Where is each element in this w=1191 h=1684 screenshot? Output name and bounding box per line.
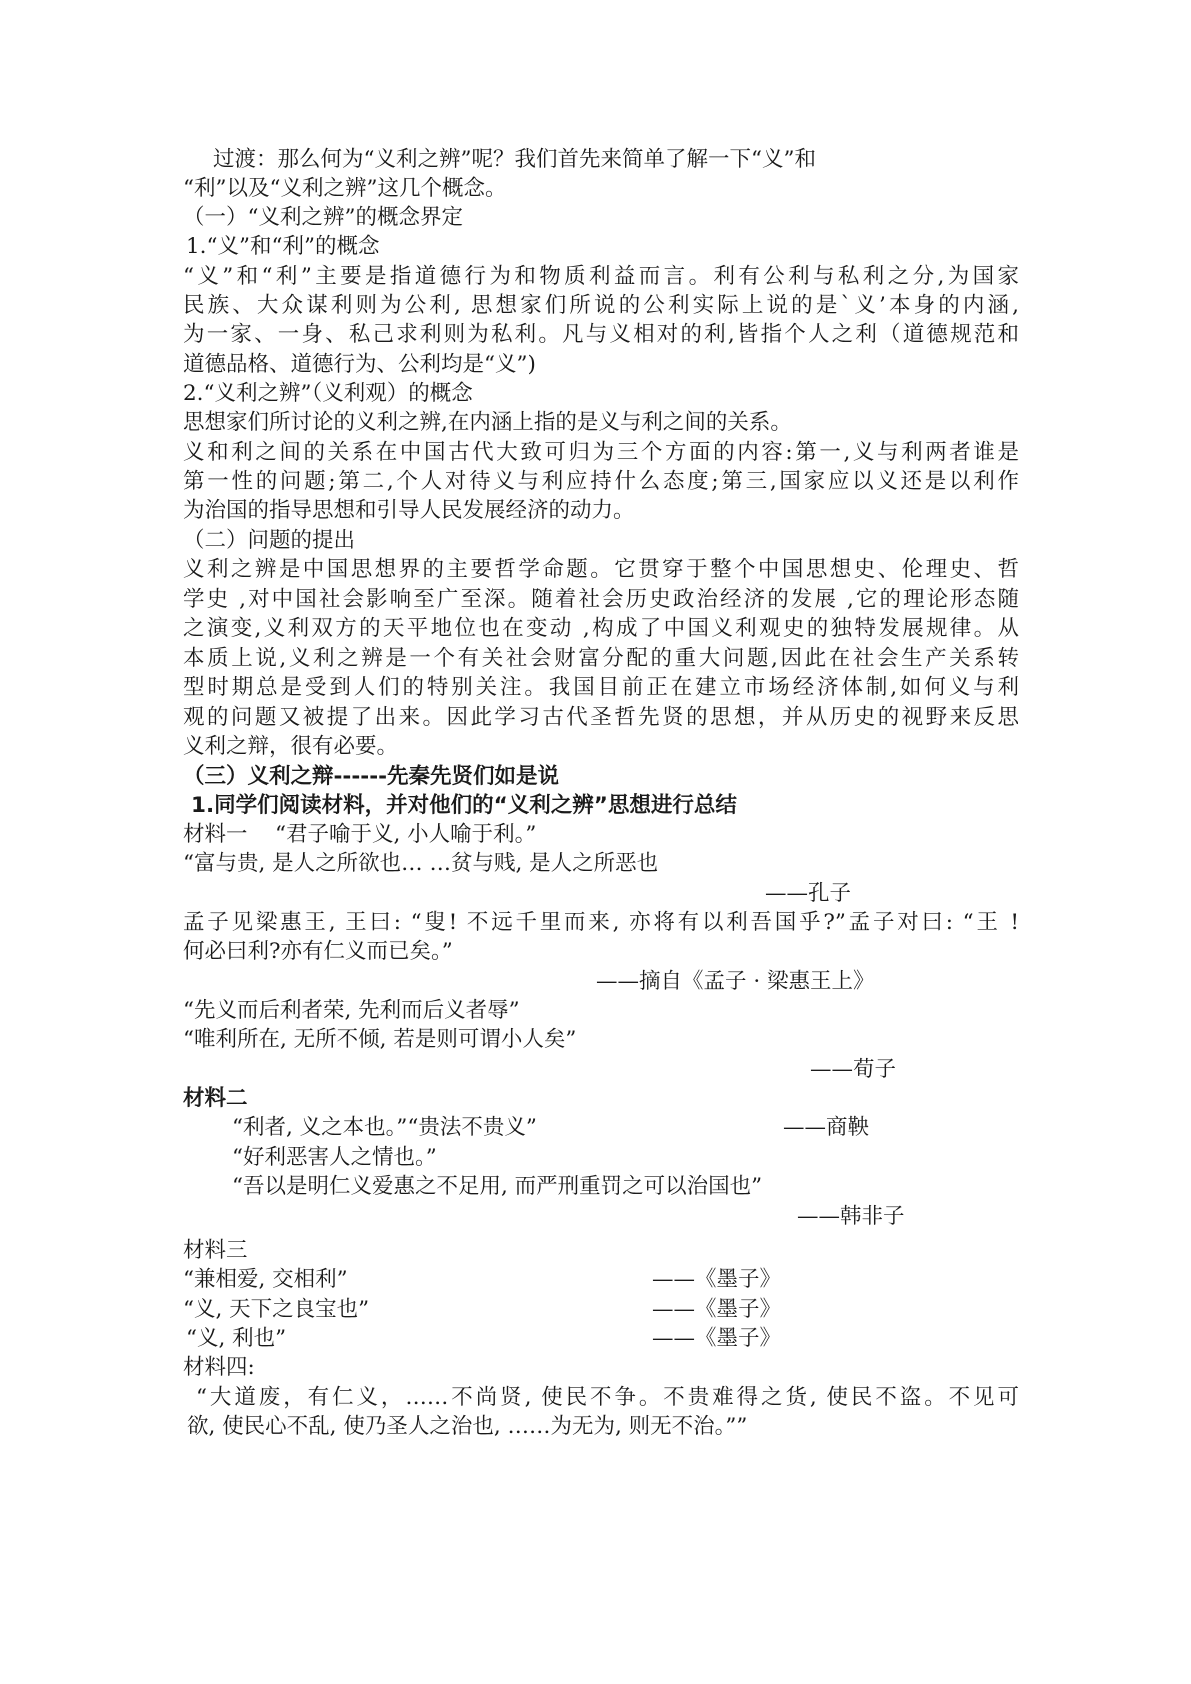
concept-line-4: 道德品格、道德行为、公利均是“义”) xyxy=(183,352,536,377)
transition-line-1: 过渡：那么何为“义利之辨”呢？我们首先来简单了解一下“义”和 xyxy=(213,147,816,172)
concept-line-1: “义”和“利”主要是指道德行为和物质利益而言。利有公利与私利之分,为国家 xyxy=(183,264,1019,289)
attribution-mozi-1: ——《墨子》 xyxy=(652,1267,782,1292)
material-3-label: 材料三 xyxy=(183,1238,248,1263)
attribution-shangyang: ——商鞅 xyxy=(783,1115,870,1140)
mozi-quote-1: “兼相爱, 交相利” xyxy=(183,1267,348,1292)
relation-line-1: 思想家们所讨论的义利之辨,在内涵上指的是义与利之间的关系。 xyxy=(183,410,792,435)
attribution-xunzi: ——荀子 xyxy=(810,1057,897,1082)
mencius-line-1: 孟子见梁惠王, 王曰: “叟! 不远千里而来, 亦将有以利吾国乎?”孟子对曰: “王 ! xyxy=(183,910,1019,935)
relation-line-2: 义和利之间的关系在中国古代大致可归为三个方面的内容:第一,义与利两者谁是 xyxy=(183,440,1019,465)
attribution-mozi-2: ——《墨子》 xyxy=(652,1297,782,1322)
xunzi-quote-1: “先义而后利者荣, 先利而后义者辱” xyxy=(183,998,520,1023)
problem-line-7: 义利之辩，很有必要。 xyxy=(183,734,399,759)
material-4-label: 材料四: xyxy=(183,1355,255,1380)
problem-line-1: 义利之辨是中国思想界的主要哲学命题。它贯穿于整个中国思想史、伦理史、哲 xyxy=(183,557,1019,582)
laozi-line-2: 欲, 使民心不乱, 使乃圣人之治也, ……为无为, 则无不治。”” xyxy=(187,1414,748,1439)
confucius-quote-1: “君子喻于义, 小人喻于利。” xyxy=(275,822,537,847)
attribution-confucius: ——孔子 xyxy=(765,881,852,906)
problem-line-6: 观的问题又被提了出来。因此学习古代圣哲先贤的思想，并从历史的视野来反思 xyxy=(183,705,1019,730)
concept-line-2: 民族、大众谋利则为公利, 思想家们所说的公利实际上说的是`义’本身的内涵, xyxy=(183,293,1019,318)
attribution-mozi-3: ——《墨子》 xyxy=(652,1326,782,1351)
mencius-line-2: 何必曰利?亦有仁义而已矣。” xyxy=(183,939,453,964)
hanfeizi-quote-1: “好利恶害人之情也。” xyxy=(232,1145,437,1170)
material-1-label: 材料一 xyxy=(183,822,248,847)
section-1-heading: （一）“义利之辨”的概念界定 xyxy=(183,205,463,230)
concept-line-3: 为一家、一身、私己求利则为私利。凡与义相对的利,皆指个人之利（道德规范和 xyxy=(183,322,1019,347)
problem-line-3: 之演变,义利双方的天平地位也在变动 ,构成了中国义利观史的独特发展规律。从 xyxy=(183,616,1019,641)
section-3-heading: （三）义利之辩------先秦先贤们如是说 xyxy=(183,764,560,789)
mozi-quote-3: “义, 利也” xyxy=(186,1326,287,1351)
problem-line-2: 学史 ,对中国社会影响至广至深。随着社会历史政治经济的发展 ,它的理论形态随 xyxy=(183,587,1019,612)
task-instruction: 1.同学们阅读材料，并对他们的“义利之辨”思想进行总结 xyxy=(191,793,737,818)
material-2-label: 材料二 xyxy=(183,1086,248,1111)
relation-line-3: 第一性的问题;第二,个人对待义与利应持什么态度;第三,国家应以义还是以利作 xyxy=(183,469,1019,494)
transition-line-2: “利”以及“义利之辨”这几个概念。 xyxy=(183,176,507,201)
laozi-line-1: “大道废，有仁义，……不尚贤, 使民不争。不贵难得之货, 使民不盗。不见可 xyxy=(196,1385,1019,1410)
shangyang-quote: “利者, 义之本也。”“贵法不贵义” xyxy=(232,1115,537,1140)
subsection-2-heading: 2.“义利之辨”（义利观）的概念 xyxy=(183,381,473,406)
xunzi-quote-2: “唯利所在, 无所不倾, 若是则可谓小人矣” xyxy=(183,1027,577,1052)
attribution-hanfeizi: ——韩非子 xyxy=(797,1204,905,1229)
mozi-quote-2: “义, 天下之良宝也” xyxy=(183,1297,370,1322)
subsection-1-heading: 1.“义”和“利”的概念 xyxy=(186,234,380,259)
problem-line-5: 型时期总是受到人们的特别关注。我国目前正在建立市场经济体制,如何义与利 xyxy=(183,675,1019,700)
hanfeizi-quote-2: “吾以是明仁义爱惠之不足用, 而严刑重罚之可以治国也” xyxy=(232,1174,763,1199)
section-2-heading: （二）问题的提出 xyxy=(183,528,356,553)
attribution-mencius: ——摘自《孟子 · 梁惠王上》 xyxy=(596,969,875,994)
relation-line-4: 为治国的指导思想和引导人民发展经济的动力。 xyxy=(183,498,635,523)
problem-line-4: 本质上说,义利之辨是一个有关社会财富分配的重大问题,因此在社会生产关系转 xyxy=(183,646,1019,671)
confucius-quote-2: “富与贵, 是人之所欲也… …贫与贱, 是人之所恶也 xyxy=(183,851,659,876)
